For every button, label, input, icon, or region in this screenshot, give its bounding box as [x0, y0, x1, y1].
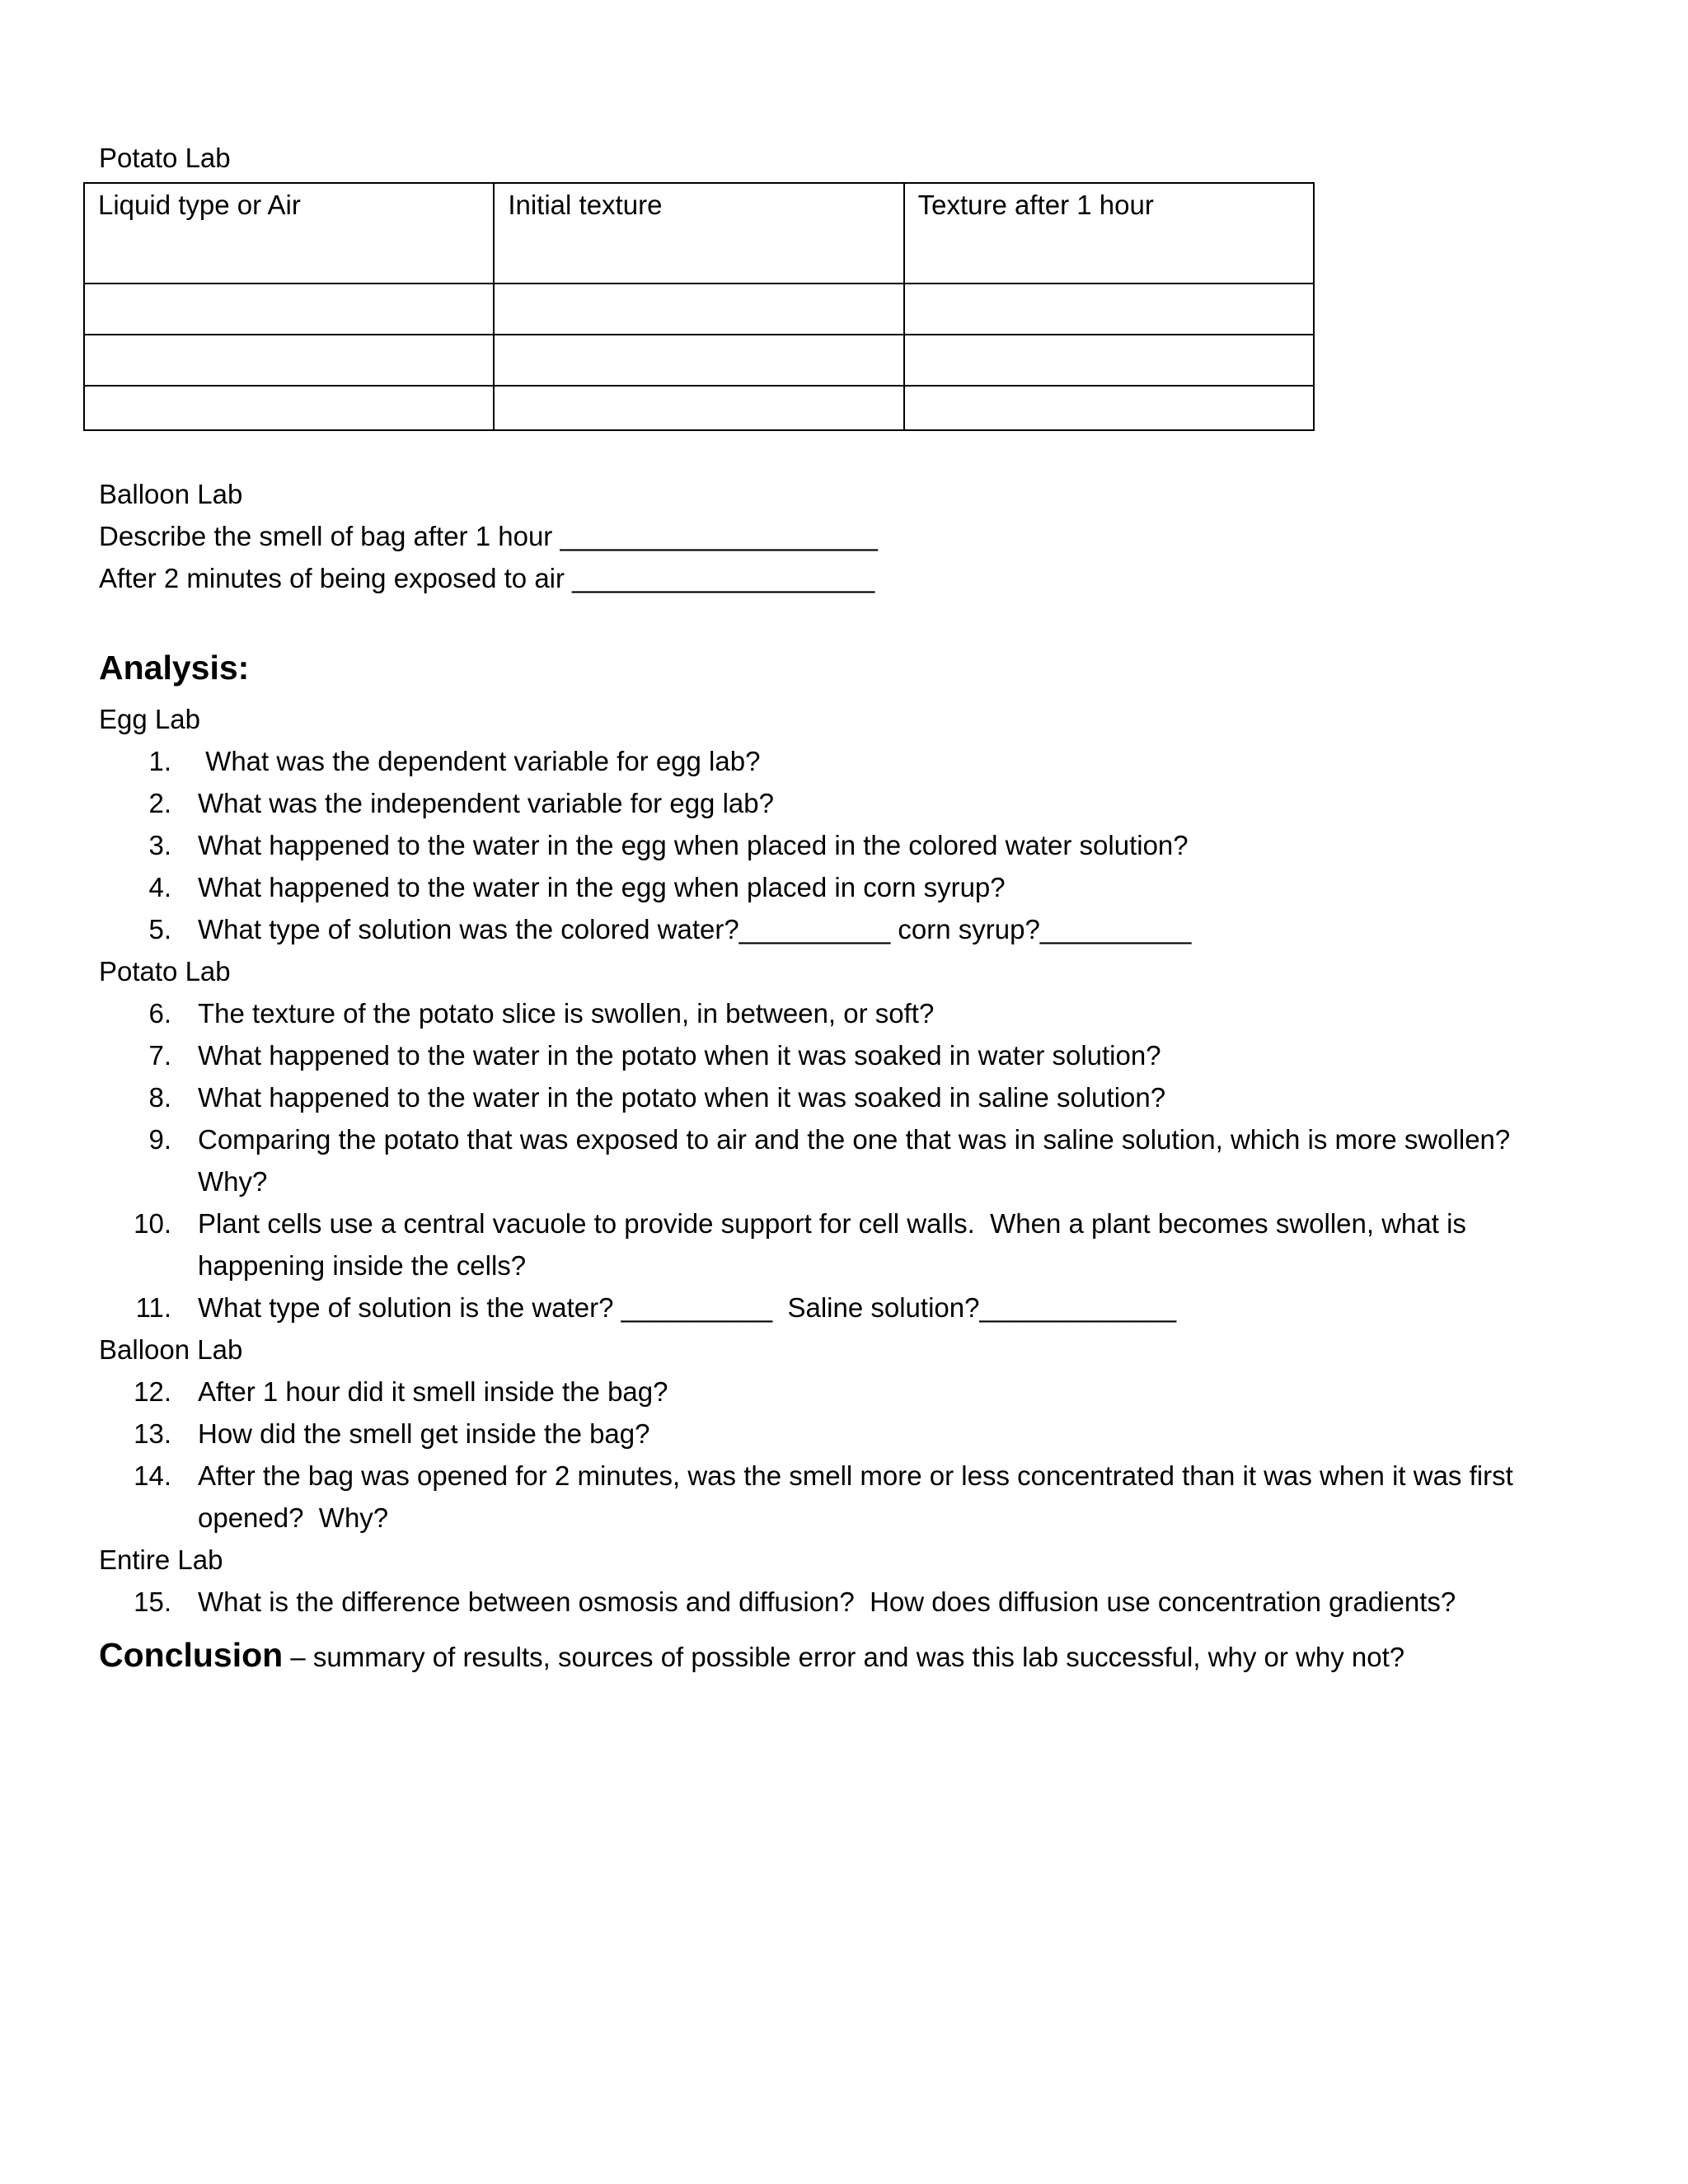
question-number: 13.: [134, 1418, 171, 1449]
question-text: Comparing the potato that was exposed to air and the one that was in saline solution, which is more swollen?: [198, 1124, 1511, 1155]
question-text: What happened to the water in the egg when placed in the colored water solution?: [198, 830, 1189, 860]
question-number: 4.: [148, 872, 171, 902]
question-number: 2.: [148, 788, 171, 818]
question-text: What happened to the water in the potato when it was soaked in water solution?: [198, 1040, 1161, 1071]
question-text: What type of solution was the colored water?__________ corn syrup?__________: [198, 914, 1192, 944]
table-cell: [84, 386, 494, 430]
question-text-continuation: Why?: [198, 1166, 268, 1197]
question-number: 5.: [148, 914, 171, 944]
question-number: 10.: [134, 1208, 171, 1239]
table-cell: [84, 335, 494, 386]
table-cell: [494, 284, 903, 335]
question-text: The texture of the potato slice is swollen, in between, or soft?: [198, 998, 935, 1029]
conclusion-line: [99, 1636, 1404, 1675]
question-number: 3.: [148, 830, 171, 860]
table-cell: [494, 386, 903, 430]
table-cell: [494, 335, 903, 386]
question-number: 1.: [148, 746, 171, 776]
question-text-continuation: opened? Why?: [198, 1502, 389, 1533]
question-text-continuation: happening inside the cells?: [198, 1250, 527, 1281]
question-number: 9.: [148, 1124, 171, 1155]
question-number: 14.: [134, 1460, 171, 1491]
question-text: After the bag was opened for 2 minutes, was the smell more or less concentrated than it was when it was first: [198, 1460, 1513, 1491]
question-text: What is the difference between osmosis and diffusion? How does diffusion use concentration gradients?: [198, 1586, 1456, 1617]
question-number: 7.: [148, 1040, 171, 1071]
question-number: 15.: [134, 1586, 171, 1617]
table-header-cell: Liquid type or Air: [84, 183, 494, 284]
section-title-balloon-lab: Balloon Lab: [99, 1334, 243, 1365]
question-text: What happened to the water in the potato when it was soaked in saline solution?: [198, 1082, 1166, 1113]
question-number: 6.: [148, 998, 171, 1029]
question-text: What was the dependent variable for egg lab?: [198, 746, 761, 776]
section-title-egg-lab: Egg Lab: [99, 704, 200, 734]
table-cell: [904, 284, 1314, 335]
section-title-entire-lab: Entire Lab: [99, 1544, 223, 1575]
table-header-row: [84, 183, 1314, 284]
question-number: 8.: [148, 1082, 171, 1113]
question-number: 12.: [134, 1376, 171, 1407]
table-row: [84, 284, 1314, 335]
balloon-smell-prompt: Describe the smell of bag after 1 hour _____________________: [99, 521, 878, 551]
question-text: After 1 hour did it smell inside the bag?: [198, 1376, 668, 1407]
section-title-potato-lab: Potato Lab: [99, 956, 231, 987]
question-text: How did the smell get inside the bag?: [198, 1418, 650, 1449]
table-cell: [904, 335, 1314, 386]
potato-results-table: [83, 182, 1315, 431]
conclusion-description: – summary of results, sources of possible error and was this lab successful, why or why not?: [283, 1642, 1405, 1672]
question-text: What happened to the water in the egg when placed in corn syrup?: [198, 872, 1006, 902]
balloon-lab-title: Balloon Lab: [99, 479, 243, 509]
question-text: What type of solution is the water? __________ Saline solution?_____________: [198, 1292, 1177, 1323]
table-cell: [904, 386, 1314, 430]
potato-lab-title: Potato Lab: [99, 143, 231, 173]
analysis-heading: Analysis:: [99, 649, 250, 687]
conclusion-heading: Conclusion: [99, 1636, 284, 1674]
table-header-cell: Initial texture: [494, 183, 903, 284]
question-text: Plant cells use a central vacuole to provide support for cell walls. When a plant becomes swollen, what is: [198, 1208, 1466, 1239]
table-row: [84, 335, 1314, 386]
table-header-cell: Texture after 1 hour: [904, 183, 1314, 284]
table-row: [84, 386, 1314, 430]
question-number: 11.: [135, 1292, 171, 1323]
question-text: What was the independent variable for egg lab?: [198, 788, 774, 818]
table-cell: [84, 284, 494, 335]
balloon-air-prompt: After 2 minutes of being exposed to air ____________________: [99, 563, 875, 593]
